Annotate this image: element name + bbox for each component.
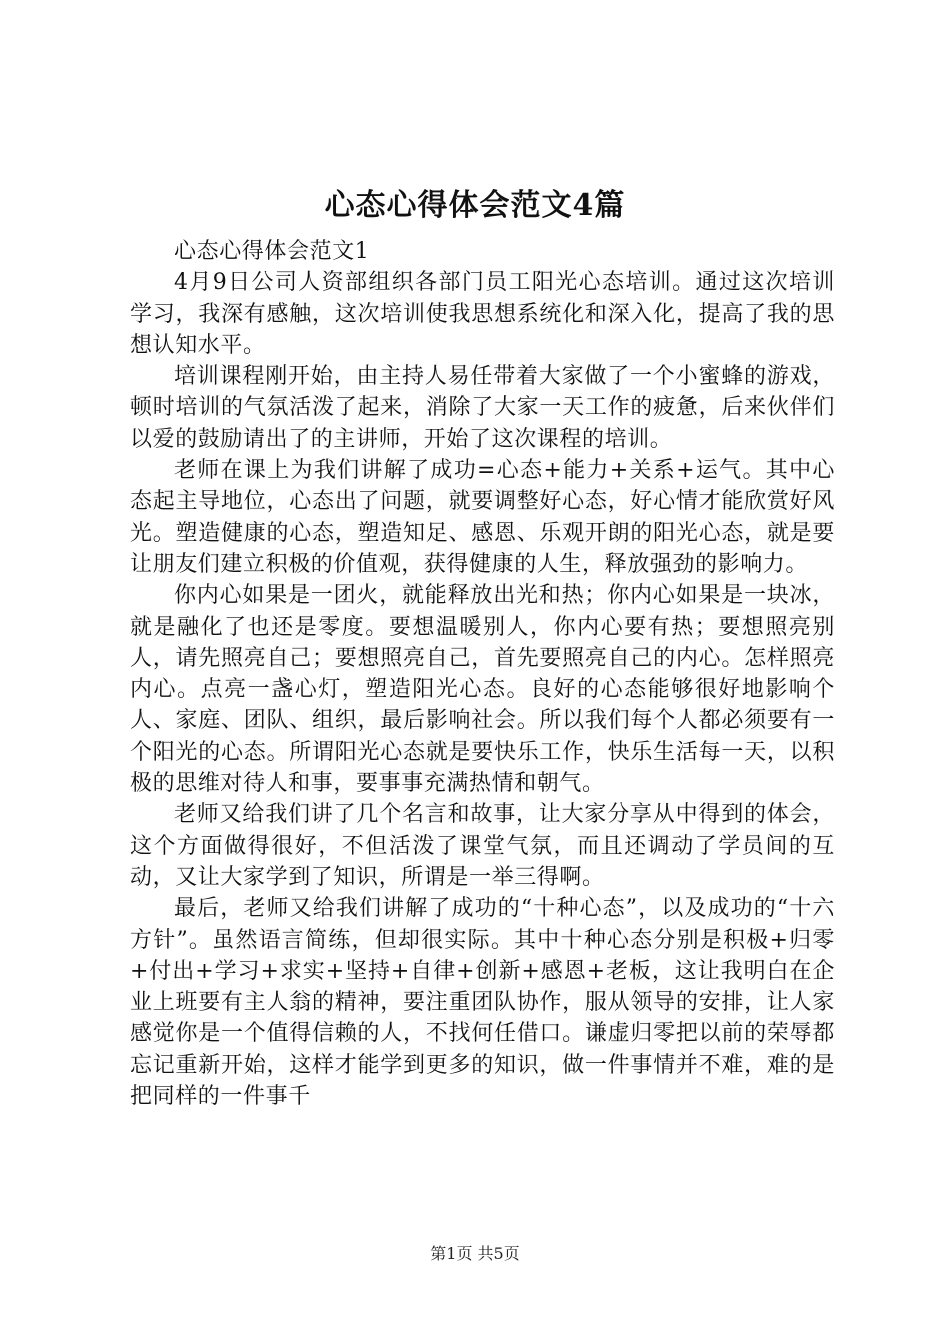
paragraph: 4月9日公司人资部组织各部门员工阳光心态培训。通过这次培训学习，我深有感触，这次培训使我思想系统化和深入化，提高了我的思想认知水平。	[130, 270, 835, 358]
paragraph: 最后，老师又给我们讲解了成功的“十种心态”，以及成功的“十六方针”。虽然语言简练，但却很实际。其中十种心态分别是积极+归零+付出+学习+求实+坚持+自律+创新+感恩+老板，这让我明白在企业上班要有主人翁的精神，要注重团队协作，服从领导的安排，让人家感觉你是一个值得信赖的人，不找何任借口。谦虚归零把以前的荣辱都忘记重新开始，这样才能学到更多的知识，做一件事情并不难，难的是把同样的一件事千	[130, 896, 835, 1110]
section-heading: 心态心得体会范文1	[174, 239, 370, 264]
page-footer: 第1页 共5页	[430, 1244, 520, 1263]
document-body	[130, 236, 835, 1112]
paragraph: 培训课程刚开始，由主持人易任带着大家做了一个小蜜蜂的游戏，顿时培训的气氛活泼了起来，消除了大家一天工作的疲惫，后来伙伴们以爱的鼓励请出了的主讲师，开始了这次课程的培训。	[130, 364, 835, 452]
paragraph: 你内心如果是一团火，就能释放出光和热；你内心如果是一块冰，就是融化了也还是零度。要想温暖别人，你内心要有热；要想照亮别人，请先照亮自己；要想照亮自己，首先要照亮自己的内心。怎样照亮内心。点亮一盏心灯，塑造阳光心态。良好的心态能够很好地影响个人、家庭、团队、组织，最后影响社会。所以我们每个人都必须要有一个阳光的心态。所谓阳光心态就是要快乐工作，快乐生活每一天，以积极的思维对待人和事，要事事充满热情和朝气。	[130, 583, 835, 797]
paragraph: 老师又给我们讲了几个名言和故事，让大家分享从中得到的体会，这个方面做得很好，不但活泼了课堂气氛，而且还调动了学员间的互动，又让大家学到了知识，所谓是一举三得啊。	[130, 802, 835, 890]
paragraph: 老师在课上为我们讲解了成功=心态+能力+关系+运气。其中心态起主导地位，心态出了问题，就要调整好心态，好心情才能欣赏好风光。塑造健康的心态，塑造知足、感恩、乐观开朗的阳光心态，就是要让朋友们建立积极的价值观，获得健康的人生，释放强劲的影响力。	[130, 458, 835, 577]
document-title: 心态心得体会范文4篇	[324, 188, 626, 223]
